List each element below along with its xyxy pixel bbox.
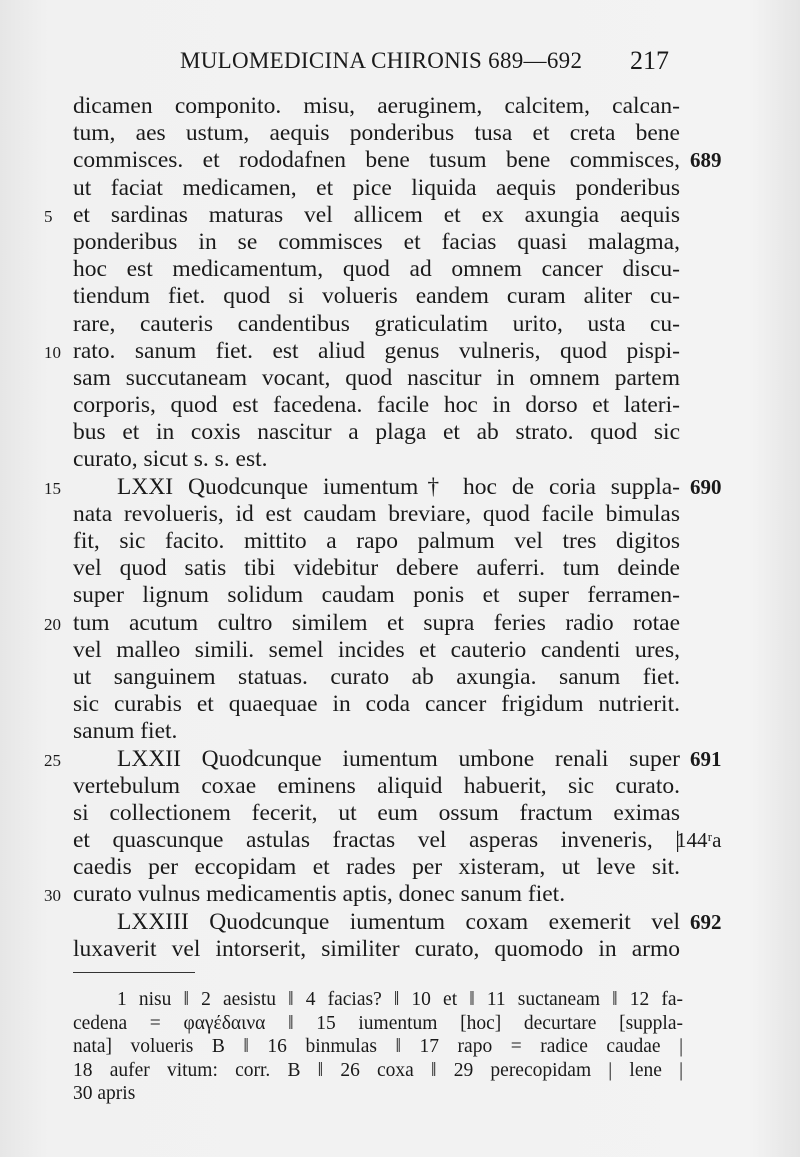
text-line [0,637,800,664]
chapter-marker: 689 [690,148,722,173]
text-line [0,936,800,963]
line-number: 5 [44,206,53,226]
line-text: curato vulnus medicamentis aptis, donec sanum fiet. [73,881,566,908]
line-text: curato, sicut s. s. est. [73,446,268,473]
line-text: LXXI Quodcunque iumentum† hoc de coria suppla- [117,473,680,500]
text-line [0,93,800,120]
line-text: vel quod satis tibi videbitur debere auferri. tum deinde [73,555,680,582]
line-text: si collectionem fecerit, ut eum ossum fractum eximas [73,799,680,826]
line-number: 25 [44,750,61,770]
line-text: vel malleo simili. semel incides et cauterio candenti ures, [73,636,680,663]
line-text: sam succutaneam vocant, quod nascitur in omnem partem [73,364,680,391]
line-text: luxaverit vel intorserit, similiter curato, quomodo in armo [73,935,680,962]
text-line [0,773,800,800]
text-line [0,555,800,582]
footnote-line: nata] volueris B ‖ 16 binmulas ‖ 17 rapo = radice caudae | [73,1036,683,1058]
chapter-marker: 691 [690,746,722,771]
text-line [0,610,800,637]
folio-marker: 144ʳa [676,828,722,853]
text-line [0,881,800,908]
chapter-marker: 690 [690,474,722,499]
line-text: tum, aes ustum, aequis ponderibus tusa et creta bene [73,120,680,147]
line-text: sic curabis et quaequae in coda cancer frigidum nutrierit. [73,691,680,718]
text-line [0,582,800,609]
line-text: LXXIII Quodcunque iumentum coxam exemerit vel [117,908,680,935]
footnotes [73,988,683,1106]
line-text: super lignum solidum caudam ponis et super ferramen- [73,582,680,609]
text-line [0,528,800,555]
line-text: LXXII Quodcunque iumentum umbone renali super [117,745,680,772]
line-text: et sardinas maturas vel allicem et ex axungia aequis [73,201,680,228]
footnote-line: 18 aufer vitum: corr. B ‖ 26 coxa ‖ 29 perecopidam | lene | [73,1059,683,1081]
text-line [0,718,800,745]
text-line [0,474,800,501]
text-line [0,419,800,446]
text-line [0,446,800,473]
footnote-line: 30 apris [73,1083,136,1105]
line-text: hoc est medicamentum, quod ad omnem cancer discu- [73,256,680,283]
line-number: 10 [44,342,61,362]
line-text: ut sanguinem statuas. curato ab axungia. sanum fiet. [73,663,680,690]
line-text: tiendum fiet. quod si volueris eandem curam aliter cu- [73,283,680,310]
text-line [0,338,800,365]
text-line [0,746,800,773]
text-line [0,175,800,202]
line-text: rare, cauteris candentibus graticulatim urito, usta cu- [73,310,680,337]
line-text: vertebulum coxae eminens aliquid habuerit, sic curato. [73,772,680,799]
line-text: ut faciat medicamen, et pice liquida aequis ponderibus [73,174,680,201]
main-text [0,93,800,963]
line-number: 20 [44,614,61,634]
text-line [0,392,800,419]
line-text: nata revolueris, id est caudam breviare, quod facile bimulas [73,500,680,527]
text-line [0,120,800,147]
line-number: 30 [44,886,61,906]
text-line [0,256,800,283]
text-line [0,501,800,528]
line-text: corporis, quod est facedena. facile hoc in dorso et lateri- [73,392,680,419]
line-text: ponderibus in se commisces et facias quasi malagma, [73,228,680,255]
page-header [0,44,800,78]
line-number: 15 [44,478,61,498]
text-line [0,827,800,854]
text-line [0,147,800,174]
text-line [0,365,800,392]
page-number: 217 [630,46,669,75]
footnote-rule [73,972,195,973]
text-line [0,691,800,718]
line-text: et quascunque astulas fractas vel asperas inveneris, | [73,827,680,854]
text-line [0,283,800,310]
line-text: rato. sanum fiet. est aliud genus vulneris, quod pispi- [73,337,680,364]
text-line [0,800,800,827]
line-text: bus et in coxis nascitur a plaga et ab strato. quod sic [73,419,680,446]
line-text: fit, sic facito. mittito a rapo palmum vel tres digitos [73,528,680,554]
text-line [0,202,800,229]
text-line [0,311,800,338]
line-text: caedis per eccopidam et rades per xisteram, ut leve sit. [73,854,680,881]
footnote-line: 1 nisu ‖ 2 aesistu ‖ 4 facias? ‖ 10 et ‖ 11 suctaneam ‖ 12 fa- [117,989,683,1010]
text-line [0,909,800,936]
line-text: dicamen componito. misu, aeruginem, calcitem, calcan- [73,93,680,119]
line-text: tum acutum cultro similem et supra feries radio rotae [73,609,680,636]
line-text: sanum fiet. [73,718,178,745]
text-line [0,664,800,691]
text-line [0,229,800,256]
line-text: commisces. et rododafnen bene tusum bene commisces, [73,147,680,174]
running-title: MULOMEDICINA CHIRONIS 689—692 [180,48,583,73]
text-line [0,854,800,881]
footnote-line: cedena = φαγέδαινα ‖ 15 iumentum [hoc] decurtare [suppla- [73,1012,683,1034]
chapter-marker: 692 [690,909,722,934]
